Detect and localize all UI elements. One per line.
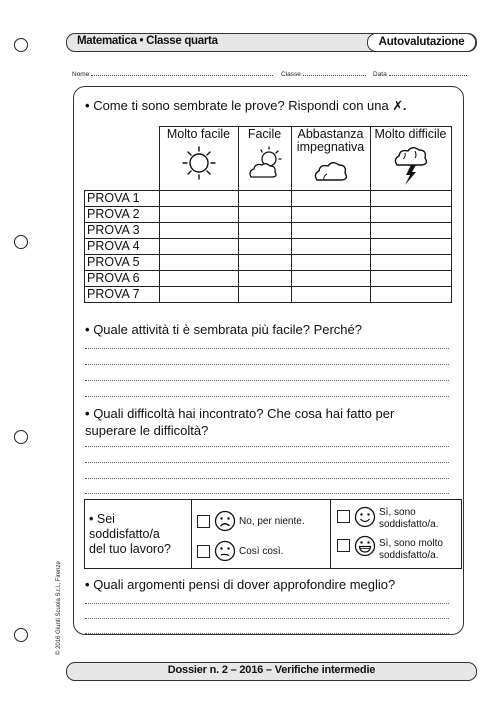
- copyright-text: © 2016 Giunti Scuola S.r.l., Firenze: [56, 561, 62, 655]
- answer-cell[interactable]: [238, 271, 291, 287]
- row-label: PROVA 2: [85, 207, 160, 223]
- bullet: •: [85, 322, 90, 337]
- answer-cell[interactable]: [291, 287, 370, 303]
- row-label: PROVA 1: [85, 191, 160, 207]
- answer-cell[interactable]: [159, 191, 238, 207]
- question-4-line3: del tuo lavoro?: [89, 542, 172, 556]
- answer-line[interactable]: [85, 348, 449, 349]
- divider: [330, 500, 331, 568]
- question-5-text: Quali argomenti pensi di dover approfondire meglio?: [93, 577, 396, 592]
- class-field[interactable]: [281, 69, 366, 78]
- date-line: [389, 69, 467, 76]
- divider: [191, 500, 192, 568]
- sun-cloud-icon: [245, 145, 285, 183]
- answer-line[interactable]: [85, 446, 449, 447]
- answer-cell[interactable]: [370, 271, 451, 287]
- rating-table: [84, 126, 452, 303]
- name-field[interactable]: [72, 69, 273, 78]
- row-label: PROVA 3: [85, 223, 160, 239]
- question-2-text: Quale attività ti è sembrata più facile? Perché?: [93, 322, 362, 337]
- column-label: Molto difficile: [374, 127, 447, 141]
- answer-cell[interactable]: [370, 207, 451, 223]
- answer-line[interactable]: [85, 478, 449, 479]
- sad-face-icon: [214, 510, 236, 532]
- answer-line[interactable]: [85, 603, 449, 604]
- cloud-icon: [311, 156, 351, 186]
- table-row: [85, 191, 452, 207]
- answer-cell[interactable]: [291, 207, 370, 223]
- option-satisfied-label: [379, 507, 438, 531]
- answer-line[interactable]: [85, 633, 449, 634]
- answer-cell[interactable]: [291, 223, 370, 239]
- answer-cell[interactable]: [238, 207, 291, 223]
- binder-hole-icon: [14, 38, 28, 52]
- answer-cell[interactable]: [159, 207, 238, 223]
- column-header: [370, 127, 451, 191]
- question-3-text-line1: Quali difficoltà hai incontrato? Che cosa hai fatto per: [93, 406, 395, 421]
- answer-cell[interactable]: [370, 287, 451, 303]
- row-label: PROVA 5: [85, 255, 160, 271]
- option-so-so-label: Così così.: [239, 546, 284, 557]
- checkbox-so-so[interactable]: [197, 545, 210, 558]
- table-row: [85, 287, 452, 303]
- table-row: [85, 255, 452, 271]
- answer-cell[interactable]: [238, 255, 291, 271]
- corner-cell: [85, 127, 160, 191]
- answer-cell[interactable]: [159, 239, 238, 255]
- storm-cloud-icon: [391, 145, 431, 187]
- answer-line[interactable]: [85, 364, 449, 365]
- row-label: PROVA 4: [85, 239, 160, 255]
- big-smile-face-icon: [354, 535, 376, 557]
- satisfaction-box: [84, 499, 462, 569]
- column-label: Molto facile: [166, 127, 231, 141]
- class-line: [303, 69, 366, 76]
- column-header: [291, 127, 370, 191]
- column-label: Abbastanza impegnativa: [296, 127, 365, 154]
- question-3-text-line2: superare le difficoltà?: [85, 423, 209, 438]
- question-3: [85, 405, 394, 439]
- checkbox-satisfied[interactable]: [337, 510, 350, 523]
- answer-line[interactable]: [85, 462, 449, 463]
- answer-line[interactable]: [85, 493, 449, 494]
- bullet: •: [85, 577, 90, 592]
- cross-mark: ✗.: [392, 98, 407, 113]
- date-label: Data: [373, 71, 387, 78]
- table-row: [85, 223, 452, 239]
- answer-cell[interactable]: [238, 191, 291, 207]
- checkbox-very-satisfied[interactable]: [337, 539, 350, 552]
- neutral-face-icon: [214, 540, 236, 562]
- answer-cell[interactable]: [370, 239, 451, 255]
- sun-icon: [179, 145, 219, 183]
- option-no-label: No, per niente.: [239, 516, 305, 527]
- option-satisfied-line2: soddisfatto/a.: [379, 519, 439, 530]
- answer-cell[interactable]: [291, 191, 370, 207]
- row-label: PROVA 6: [85, 271, 160, 287]
- question-4-line1: Sei: [96, 512, 115, 526]
- class-label: Classe: [281, 71, 301, 78]
- answer-cell[interactable]: [159, 287, 238, 303]
- option-very-satisfied-line1: Sì, sono molto: [379, 538, 443, 549]
- answer-cell[interactable]: [370, 255, 451, 271]
- column-header: [238, 127, 291, 191]
- answer-cell[interactable]: [291, 239, 370, 255]
- header-subject: Matematica • Classe quarta: [77, 35, 218, 47]
- column-header: [159, 127, 238, 191]
- binder-hole-icon: [14, 628, 28, 642]
- footer-bar: [66, 662, 477, 681]
- question-1-text: Come ti sono sembrate le prove? Rispondi con una: [93, 98, 389, 113]
- answer-line[interactable]: [85, 380, 449, 381]
- smile-face-icon: [354, 506, 376, 528]
- question-4-line2: soddisfatto/a: [89, 527, 160, 541]
- header-bar: [66, 33, 477, 52]
- answer-line[interactable]: [85, 618, 449, 619]
- answer-line[interactable]: [85, 396, 449, 397]
- answer-cell[interactable]: [291, 255, 370, 271]
- bullet: •: [85, 406, 90, 421]
- question-5: [85, 577, 395, 592]
- date-field[interactable]: [373, 69, 467, 78]
- answer-cell[interactable]: [159, 255, 238, 271]
- table-row: [85, 271, 452, 287]
- question-4: [89, 512, 171, 557]
- row-label: PROVA 7: [85, 287, 160, 303]
- answer-cell[interactable]: [291, 271, 370, 287]
- binder-hole-icon: [14, 235, 28, 249]
- bullet: •: [89, 512, 94, 526]
- answer-cell[interactable]: [159, 271, 238, 287]
- option-satisfied-line1: Sì, sono: [379, 507, 416, 518]
- name-line: [91, 69, 273, 76]
- question-1: [85, 98, 407, 114]
- answer-cell[interactable]: [238, 239, 291, 255]
- answer-cell[interactable]: [238, 287, 291, 303]
- question-2: [85, 322, 362, 337]
- option-very-satisfied-line2: soddisfatto/a.: [379, 550, 439, 561]
- column-label: Facile: [247, 127, 282, 141]
- table-row: [85, 239, 452, 255]
- footer-text: Dossier n. 2 – 2016 – Verifiche intermedie: [167, 664, 376, 676]
- bullet: •: [85, 98, 90, 113]
- table-row: [85, 207, 452, 223]
- answer-cell[interactable]: [159, 223, 238, 239]
- checkbox-no[interactable]: [197, 515, 210, 528]
- answer-cell[interactable]: [370, 191, 451, 207]
- name-label: Nome: [72, 71, 90, 78]
- answer-cell[interactable]: [238, 223, 291, 239]
- option-very-satisfied-label: [379, 538, 443, 562]
- header-section: Autovalutazione: [367, 33, 476, 52]
- answer-cell[interactable]: [370, 223, 451, 239]
- binder-hole-icon: [14, 430, 28, 444]
